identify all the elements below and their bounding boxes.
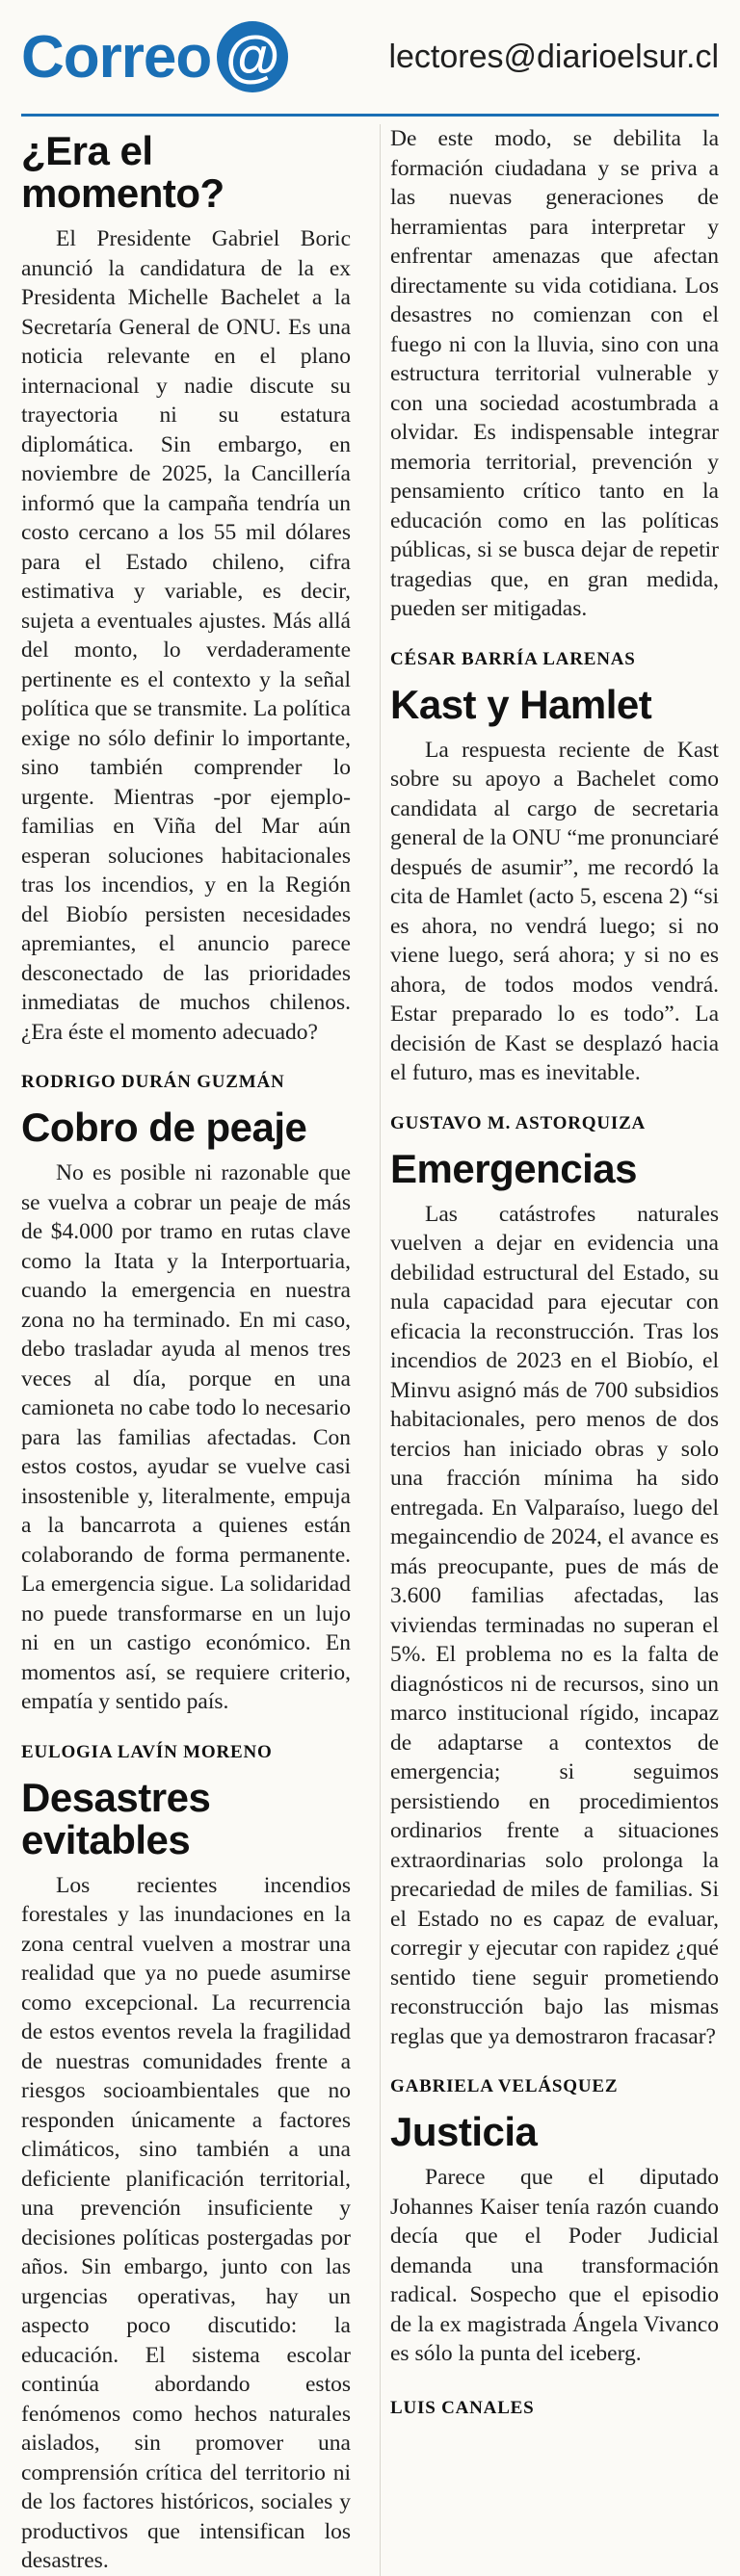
letter-title: Kast y Hamlet [390, 681, 652, 727]
letter-title: Cobro de peaje [21, 1105, 307, 1151]
letter-author: EULOGIA LAVÍN MORENO [21, 1741, 273, 1762]
letter-author: GABRIELA VELÁSQUEZ [390, 2076, 619, 2097]
section-brand [21, 21, 288, 92]
masthead [21, 0, 719, 117]
right-column [380, 124, 719, 2576]
letter-author: RODRIGO DURÁN GUZMÁN [21, 1072, 285, 1093]
letter-author: GUSTAVO M. ASTORQUIZA [390, 1112, 647, 1133]
letter-justicia [390, 2111, 719, 2419]
letter-body: No es posible ni razonable que se vuelva a cobrar un peaje de más de $4.000 por tramo en rutas clave como la Itata y la Interportuaria, cuando la emergencia en nuestra zona no ha terminado. En mi caso, debo trasladar ayuda al menos tres veces al día, porque en una camioneta no cabe todo lo necesario para las familias afectadas. Con estos costos, ayudar se vuelve casi insostenible y, literalmente, empuja a la bancarrota a quienes están colaborando de forma permanente. La emergencia sigue. La solidaridad no puede transformarse en un lujo ni en un castigo económico. En momentos así, se requiere criterio, empatía y sentido país. [21, 1160, 351, 1715]
letter-desastres-evitables-start [21, 1774, 351, 2576]
at-symbol-icon: @ [217, 21, 288, 92]
letter-body: Las catástrofes naturales vuelven a dejar en evidencia una debilidad estructural del Estado, su nula capacidad para ejecutar con eficacia la reconstrucción. Tras los incendios de 2023 en el Biobío, el Minvu asignó más de 700 subsidios habitacionales, pero menos de dos tercios han iniciado obras y solo una fracción mínima ha sido entregada. En Valparaíso, luego del megaincendio de 2024, el avance es más preocupante, pues de más de 3.600 familias afectadas, las viviendas terminadas no superan el 5%. El problema no es la falta de diagnósticos ni de recursos, sino un marco institucional rígido, incapaz de adaptarse a contextos de emergencia; si seguimos persistiendo en procedimientos ordinarios frente a situaciones extraordinarias solo prolonga la precariedad de miles de familias. Si el Estado no es capaz de evaluar, corregir y ejecutar con rapidez ¿qué sentido tiene seguir prometiendo reconstrucción bajo las mismas reglas que ya demostraron fracasar? [390, 1201, 719, 2049]
letter-body: La respuesta reciente de Kast sobre su apoyo a Bachelet como candidata al cargo de secretaria general de la ONU “me pronunciaré después de asumir”, me recordó la cita de Hamlet (acto 5, escena 2) “si es ahora, no vendrá luego; si no viene luego, será ahora; y si no es ahora, de todos modos vendrá. Estar preparado lo es todo”. La decisión de Kast se desplazó hacia el futuro, mas es inevitable. [390, 737, 719, 1086]
letter-author: LUIS CANALES [390, 2397, 535, 2418]
letter-body: Los recientes incendios forestales y las inundaciones en la zona central vuelven a mostrar una realidad que ya no puede asumirse como excepcional. La recurrencia de estos eventos revela la fragilidad de nuestras comunidades frente a riesgos socioambientales que no responden únicamente a factores climáticos, sino también a una deficiente planificación territorial, una prevención insuficiente y decisiones políticas postergadas por años. Sin embargo, junto con las urgencias operativas, hay un aspecto poco discutido: la educación. El sistema escolar continúa abordando estos fenómenos como hechos naturales aislados, sin promover una comprensión crítica del territorio ni de los factores históricos, sociales y productivos que intensifican los desastres. [21, 1872, 351, 2574]
letter-kast-y-hamlet [390, 681, 719, 1134]
letter-era-el-momento [21, 130, 351, 1093]
letter-title: ¿Era el momento? [21, 128, 225, 217]
letter-body-continued: De este modo, se debilita la formación ciudadana y se priva a las nuevas generaciones de herramientas para interpretar y enfrentar amenazas que afectan directamente su vida cotidiana. Los desastres no comienzan con el fuego ni con la lluvia, sino con una estructura territorial vulnerable y con una sociedad acostumbrada a olvidar. Es indispensable integrar memoria territorial, prevención y pensamiento crítico tanto en la educación como en las políticas públicas, si se busca dejar de repetir tragedias que, en gran medida, pueden ser mitigadas. [390, 126, 719, 621]
letter-emergencias [390, 1145, 719, 2098]
contact-email: lectores@diarioelsur.cl [388, 38, 719, 75]
letter-body: Parece que el diputado Johannes Kaiser tenía razón cuando decía que el Poder Judicial demanda una transformación radical. Sospecho que el episodio de la ex magistrada Ángela Vivanco es sólo la punta del iceberg. [390, 2165, 719, 2367]
letter-cobro-de-peaje [21, 1106, 351, 1763]
section-title: Correo [21, 23, 212, 91]
letter-desastres-evitables-continued [390, 124, 719, 670]
letter-title: Justicia [390, 2109, 538, 2155]
left-column [21, 124, 360, 2576]
letter-title: Desastres evitables [21, 1774, 211, 1862]
letter-title: Emergencias [390, 1145, 637, 1191]
letters-columns [21, 124, 719, 2576]
letter-body: El Presidente Gabriel Boric anunció la candidatura de la ex Presidenta Michelle Bachelet a la Secretaría General de ONU. Es una noticia relevante en el plano internacional y nadie discute su trayectoria ni su estatura diplomática. Sin embargo, en noviembre de 2025, la Cancillería informó que la campaña tendría un costo cercano a los 55 mil dólares para el Estado chileno, cifra estimativa y variable, es decir, sujeta a eventuales ajustes. Más allá del monto, lo verdaderamente pertinente es el contexto y la señal política que se transmite. La política exige no sólo definir lo importante, sino también comprender lo urgente. Mientras -por ejemplo- familias en Viña del Mar aún esperan soluciones habitacionales tras los incendios, y en la Región del Biobío persisten necesidades apremiantes, el anuncio parece desconectado de las prioridades inmediatas de muchos chilenos. ¿Era éste el momento adecuado? [21, 226, 351, 1045]
letter-author: CÉSAR BARRÍA LARENAS [390, 648, 636, 669]
